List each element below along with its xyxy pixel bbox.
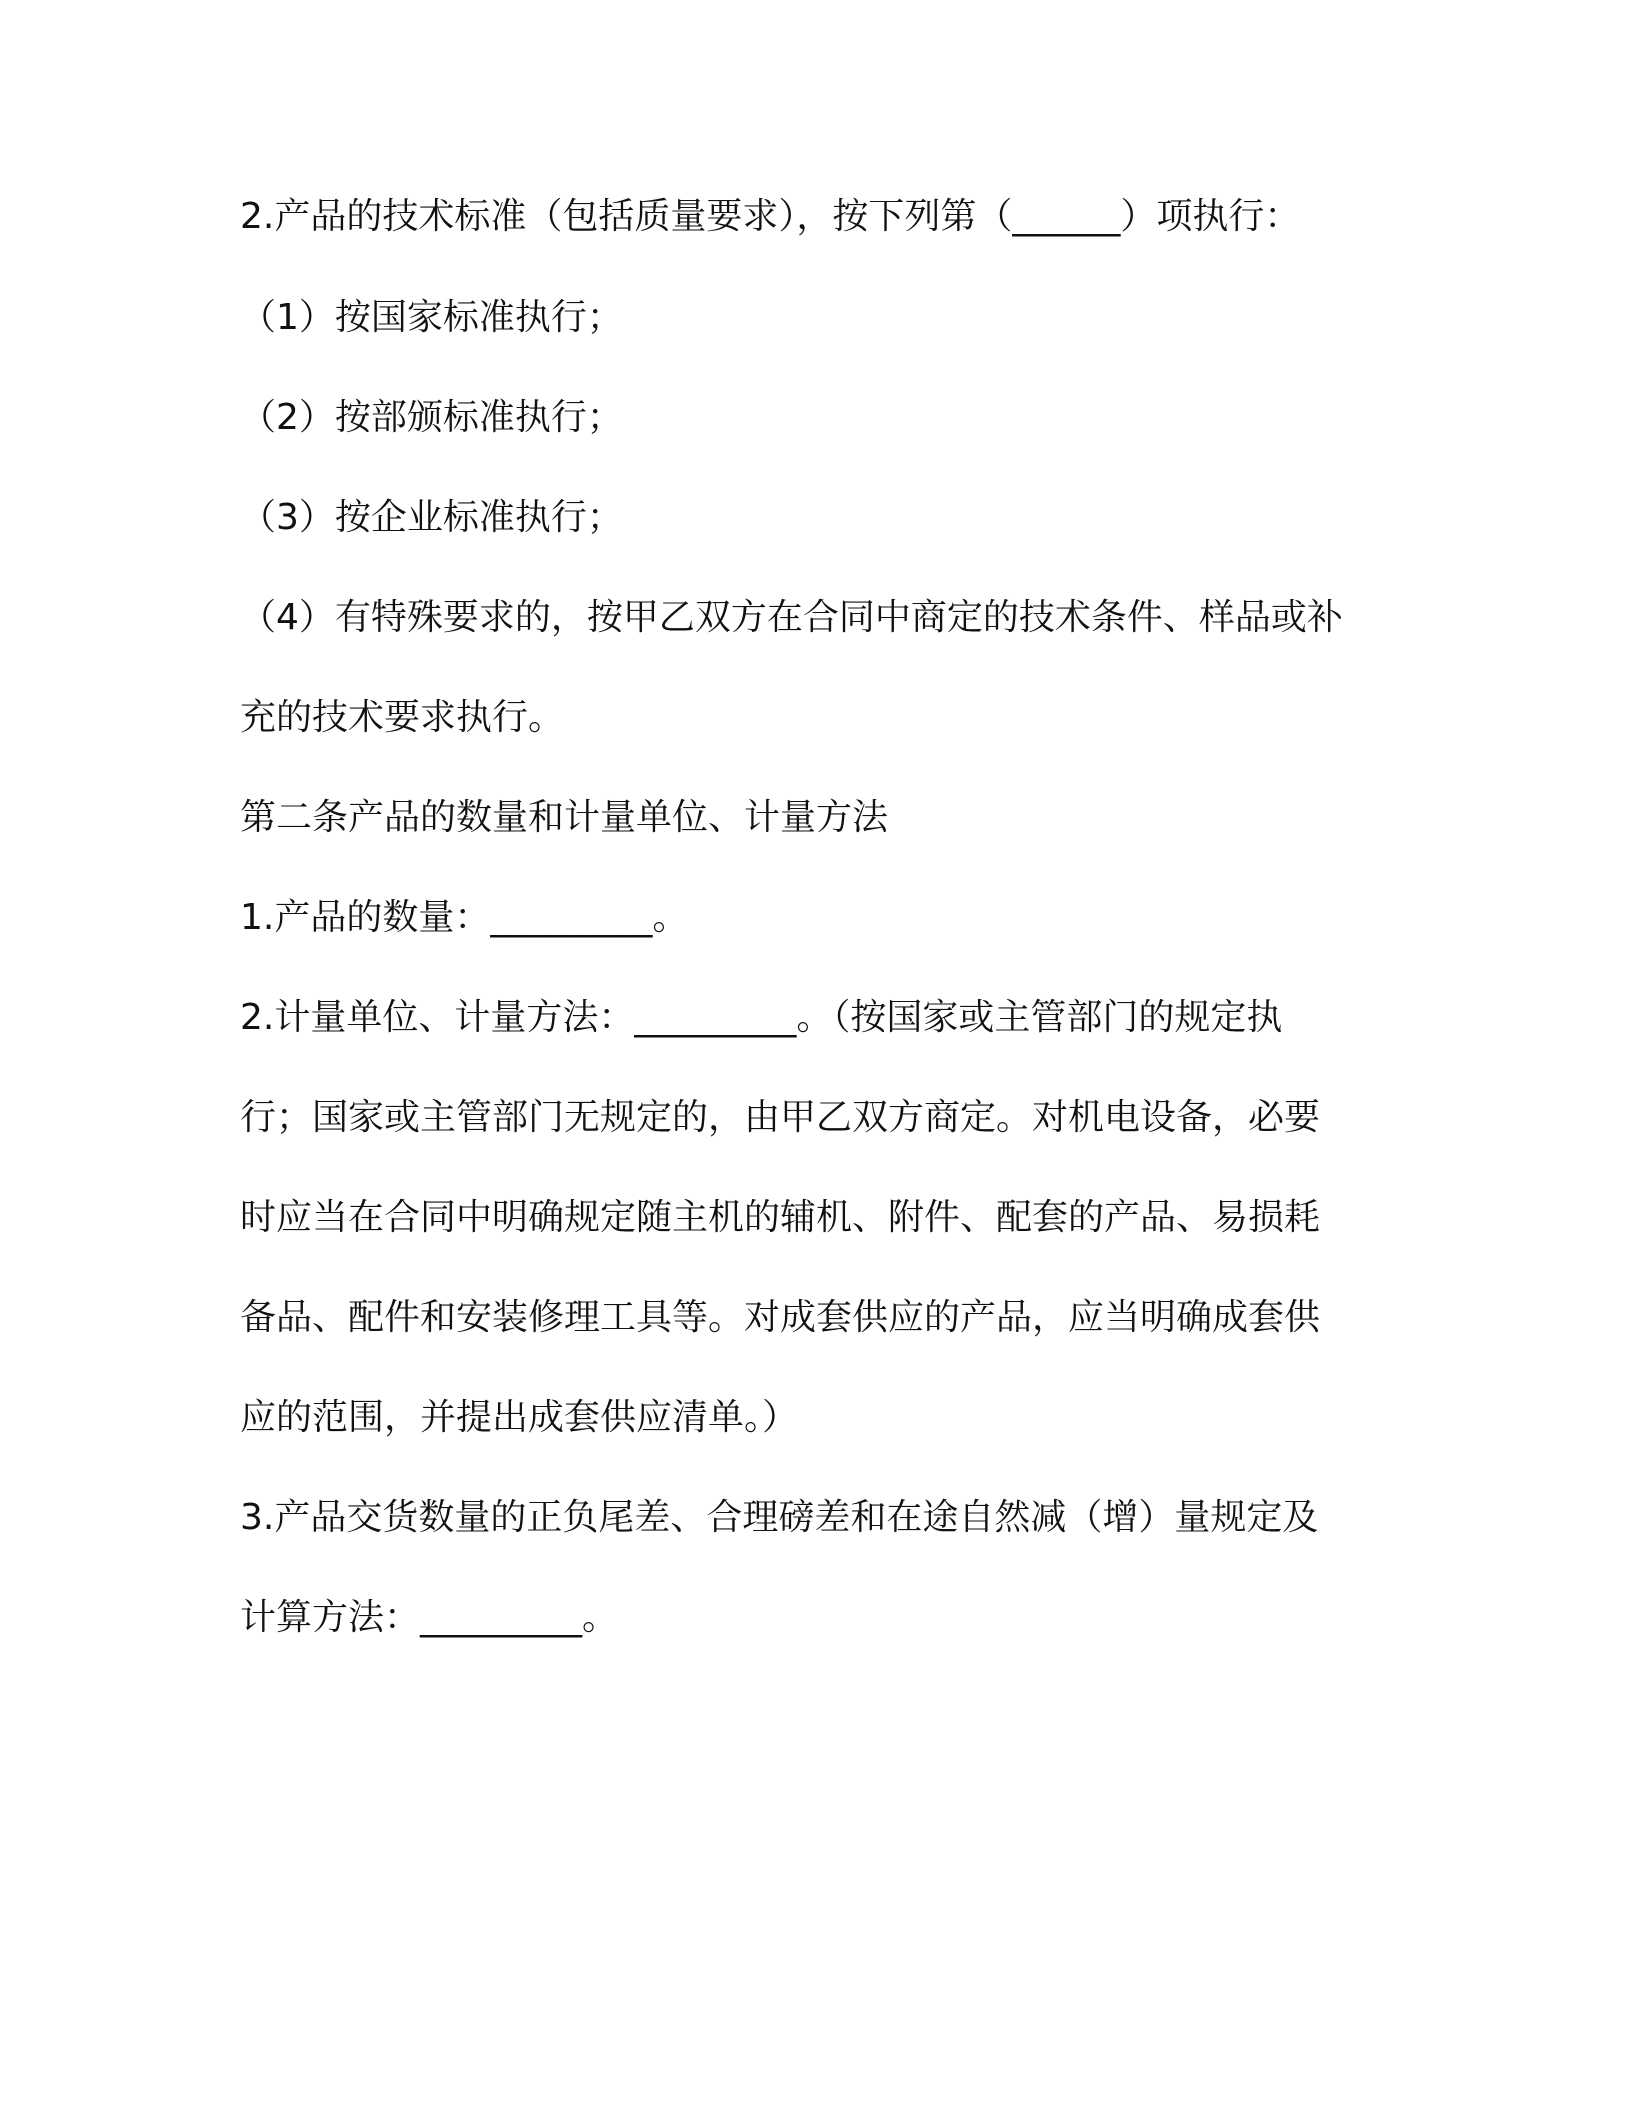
item-1-product-quantity: 1.产品的数量：_________。 — [240, 897, 689, 938]
option-4-special-requirements: （4）有特殊要求的，按甲乙双方在合同中商定的技术条件、样品或补 — [240, 597, 1343, 638]
article-2-heading: 第二条产品的数量和计量单位、计量方法 — [240, 797, 889, 838]
option-3-enterprise-standard: （3）按企业标准执行； — [240, 497, 623, 538]
item-2-continuation-4: 应的范围，并提出成套供应清单。） — [240, 1397, 799, 1438]
item-2-measurement-unit: 2.计量单位、计量方法：_________。（按国家或主管部门的规定执 — [240, 997, 1283, 1038]
clause-2-technical-standard: 2.产品的技术标准（包括质量要求），按下列第（______）项执行： — [240, 196, 1301, 237]
option-1-national-standard: （1）按国家标准执行； — [240, 297, 623, 338]
option-4-continuation: 充的技术要求执行。 — [240, 697, 565, 738]
item-3-delivery-tolerance: 3.产品交货数量的正负尾差、合理磅差和在途自然减（增）量规定及 — [240, 1497, 1319, 1538]
item-2-continuation-2: 时应当在合同中明确规定随主机的辅机、附件、配套的产品、易损耗 — [240, 1197, 1321, 1238]
item-2-continuation-1: 行；国家或主管部门无规定的，由甲乙双方商定。对机电设备，必要 — [240, 1097, 1321, 1138]
item-3-continuation: 计算方法：_________。 — [240, 1597, 619, 1638]
item-2-continuation-3: 备品、配件和安装修理工具等。对成套供应的产品，应当明确成套供 — [240, 1297, 1321, 1338]
option-2-ministry-standard: （2）按部颁标准执行； — [240, 397, 623, 438]
